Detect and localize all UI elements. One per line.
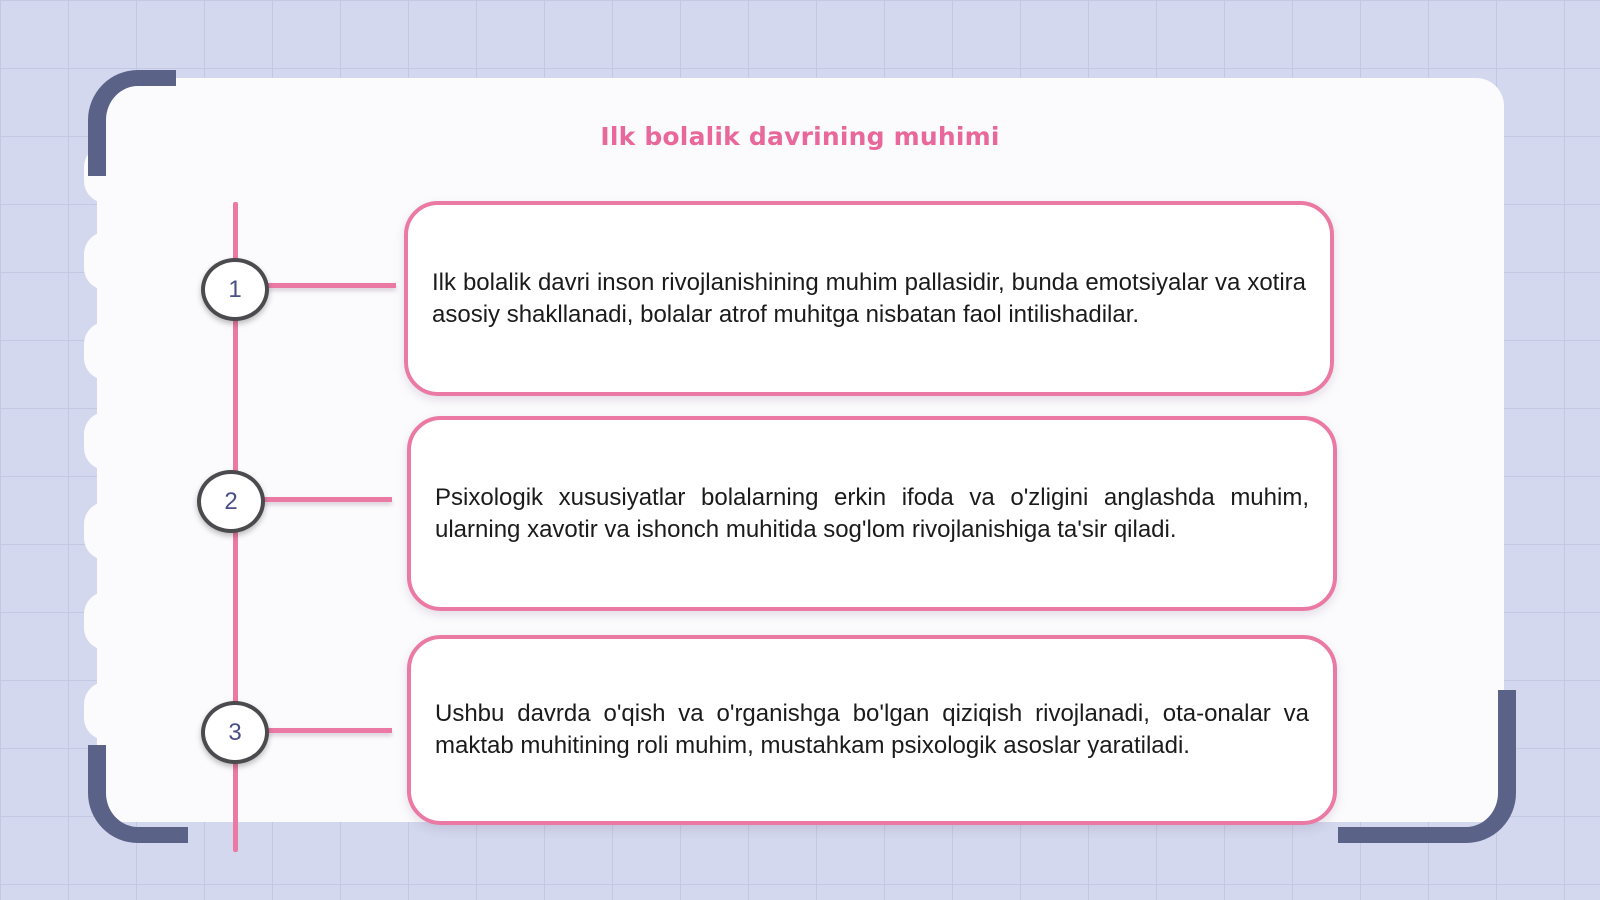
paper-scallop	[84, 412, 128, 470]
timeline-card-text: Psixologik xususiyatlar bolalarning erkin ifoda va o'zligini anglashda muhim, ularning xavotir va ishonch muhitida sog'lom rivojlanishiga ta'sir qiladi.	[435, 483, 1309, 543]
timeline-step-2-marker	[197, 470, 265, 533]
timeline-card-1	[404, 201, 1334, 396]
timeline-connector	[266, 283, 396, 288]
timeline-connector	[262, 497, 392, 502]
corner-bracket-bottom-left	[88, 745, 188, 843]
timeline-step-number: 1	[228, 275, 242, 303]
timeline-card-text: Ushbu davrda o'qish va o'rganishga bo'lgan qiziqish rivojlanadi, ota-onalar va maktab muhitining roli muhim, mustahkam psixologik asoslar yaratiladi.	[435, 700, 1309, 759]
paper-scallop	[84, 592, 128, 650]
timeline-card-3	[407, 635, 1337, 825]
paper-scallop	[84, 322, 128, 380]
timeline-step-3-marker	[201, 701, 269, 764]
paper-scallop	[84, 682, 128, 740]
paper-scallop	[84, 502, 128, 560]
paper-scallop	[84, 232, 128, 290]
timeline-step-number: 2	[224, 487, 238, 515]
timeline-step-number: 3	[228, 718, 242, 746]
timeline-card-text: Ilk bolalik davri inson rivojlanishining muhim pallasidir, bunda emotsiyalar va xotira asosiy shakllanadi, bolalar atrof muhitga nisbatan faol intilishadilar.	[432, 268, 1306, 328]
timeline-step-1-marker	[201, 258, 269, 321]
corner-bracket-bottom-right	[1338, 690, 1516, 843]
timeline-card-2	[407, 416, 1337, 611]
slide-title: Ilk bolalik davrining muhimi	[600, 122, 1000, 151]
timeline-connector	[266, 728, 392, 733]
